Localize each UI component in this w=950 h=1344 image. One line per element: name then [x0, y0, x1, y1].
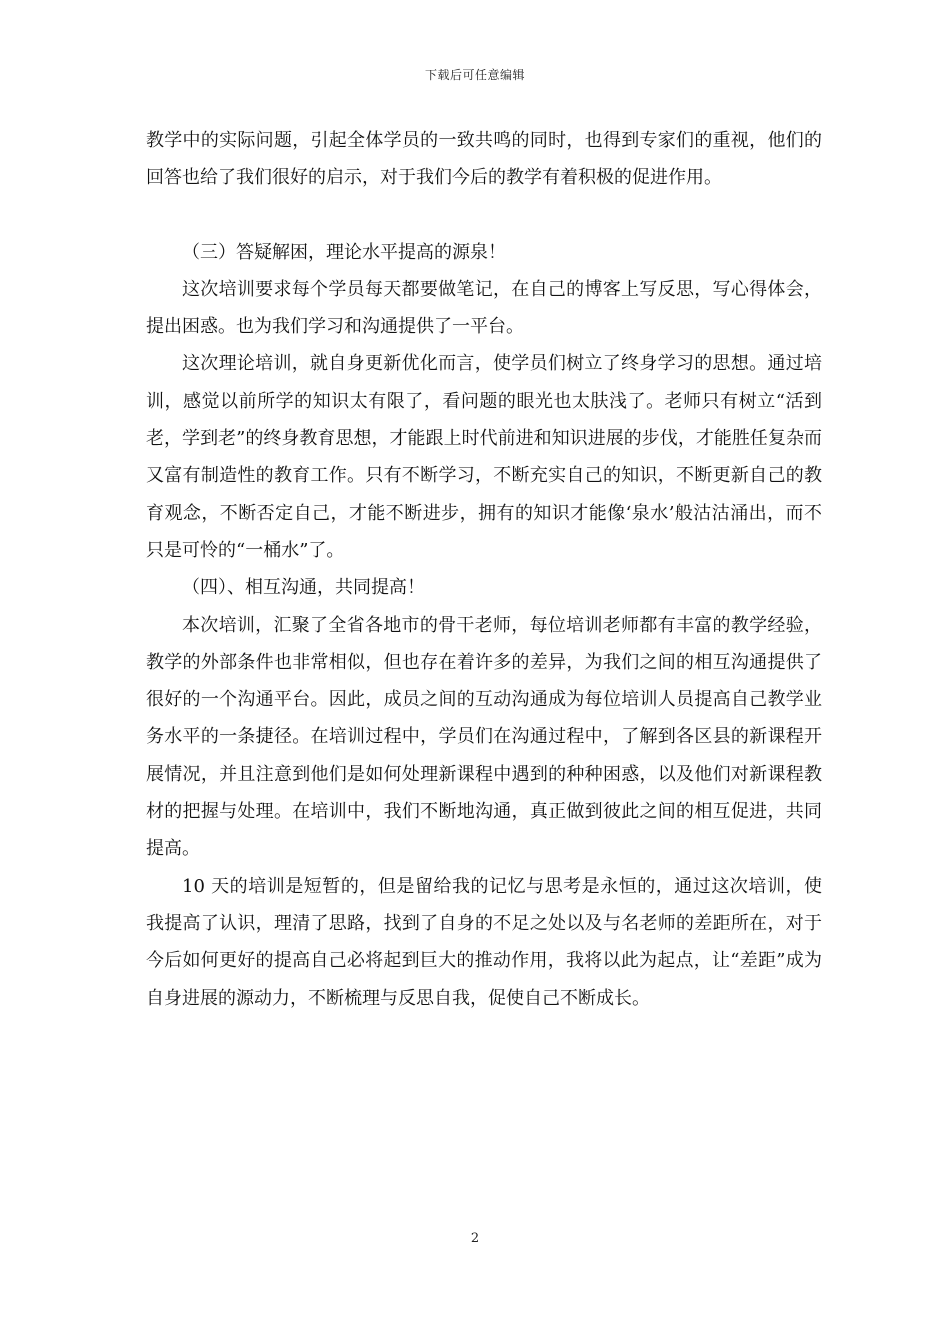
paragraph-continuation: 教学中的实际问题，引起全体学员的一致共鸣的同时，也得到专家们的重视，他们的回答也给了我们很好的启示，对于我们今后的教学有着积极的促进作用。 [146, 130, 822, 189]
page-number: 2 [470, 1231, 480, 1246]
paragraph-communication: 本次培训，汇聚了全省各地市的骨干老师，每位培训老师都有丰富的教学经验，教学的外部条件也非常相似，但也存在着许多的差异，为我们之间的相互沟通提供了很好的一个沟通平台。因此，成员之间的互动沟通成为每位培训人员提高自己教学业务水平的一条捷径。在培训过程中，学员们在沟通过程中，了解到各区县的新课程开展情况，并且注意到他们是如何处理新课程中遇到的种种困惑，以及他们对新课程教材的把握与处理。在培训中，我们不断地沟通，真正做到彼此之间的相互促进，共同提高。 [146, 614, 822, 860]
section-heading-four: （四）、相互沟通，共同提高！ [182, 577, 425, 599]
paragraph-conclusion: 10 天的培训是短暂的，但是留给我的记忆与思考是永恒的，通过这次培训，使我提高了认识，理清了思路，找到了自身的不足之处以及与名老师的差距所在，对于今后如何更好的提高自己必将起到巨大的推动作用，我将以此为起点，让“差距”成为自身进展的源动力，不断梳理与反思自我，促使自己不断成长。 [146, 875, 822, 1009]
section-heading-three: （三）答疑解困，理论水平提高的源泉！ [182, 241, 506, 263]
page-header: 下载后可任意编辑 [424, 68, 525, 82]
document-body [146, 122, 822, 1017]
paragraph-notes: 这次培训要求每个学员每天都要做笔记，在自己的博客上写反思，写心得体会，提出困惑。也为我们学习和沟通提供了一平台。 [146, 278, 822, 338]
paragraph-lifelong-learning: 这次理论培训，就自身更新优化而言，使学员们树立了终身学习的思想。通过培训，感觉以前所学的知识太有限了，看问题的眼光也太肤浅了。老师只有树立“活到老，学到老”的终身教育思想，才能跟上时代前进和知识进展的步伐，才能胜任复杂而又富有制造性的教育工作。只有不断学习，不断充实自己的知识，不断更新自己的教育观念，不断否定自己，才能不断进步，拥有的知识才能像‘泉水’般沽沽涌出，而不只是可怜的“一桶水”了。 [146, 353, 822, 561]
